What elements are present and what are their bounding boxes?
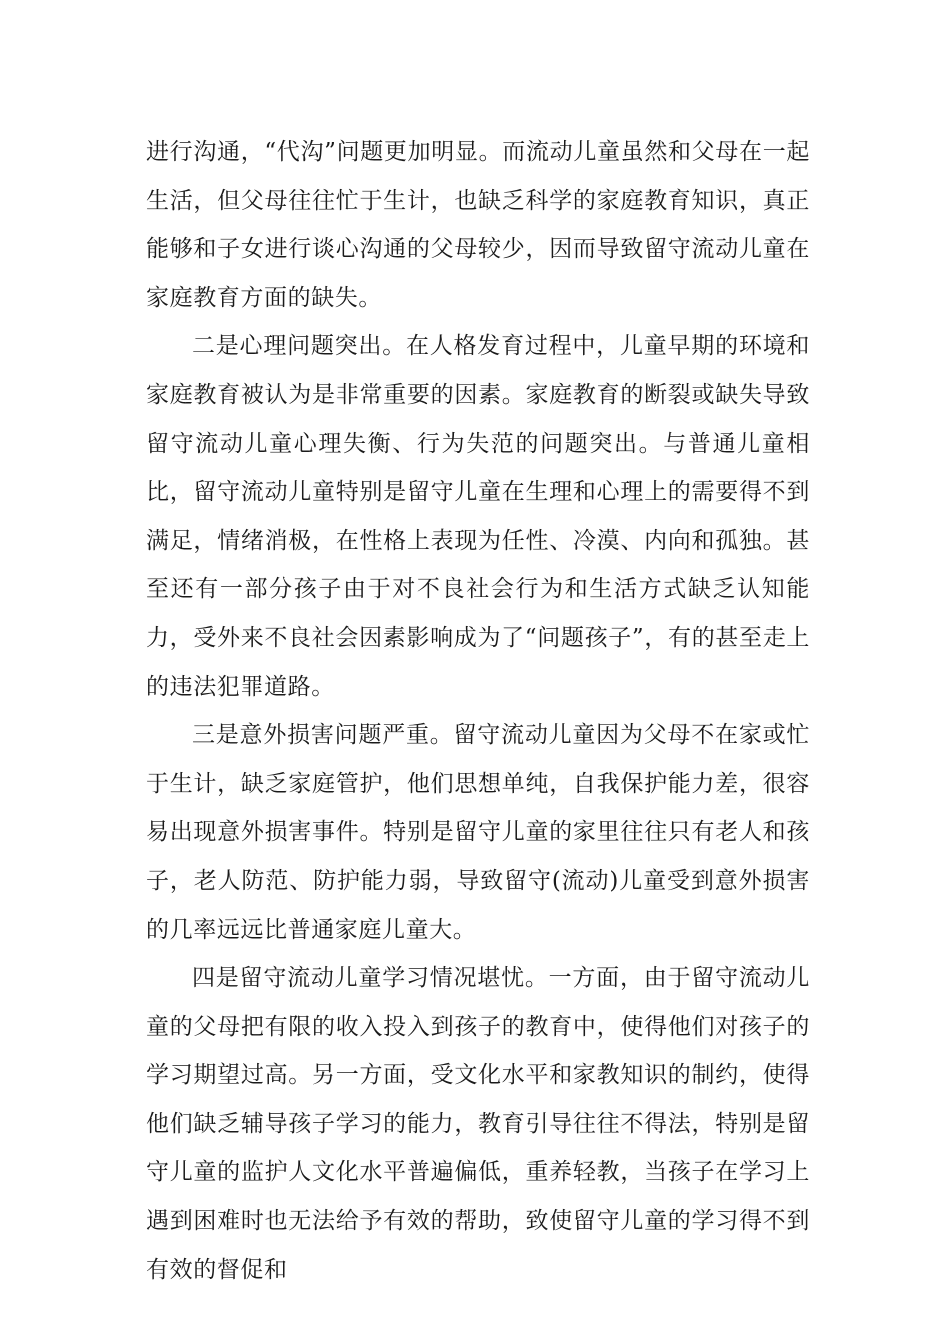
document-body [146,128,810,1294]
paragraph-learning-situation: 四是留守流动儿童学习情况堪忧。一方面，由于留守流动儿童的父母把有限的收入投入到孩子的教育中，使得他们对孩子的学习期望过高。另一方面，受文化水平和家教知识的制约，使得他们缺乏辅导孩子学习的能力，教育引导往往不得法，特别是留守儿童的监护人文化水平普遍偏低，重养轻教，当孩子在学习上遇到困难时也无法给予有效的帮助，致使留守儿童的学习得不到有效的督促和 [146,965,810,1283]
paragraph-accidental-harm: 三是意外损害问题严重。留守流动儿童因为父母不在家或忙于生计，缺乏家庭管护，他们思想单纯，自我保护能力差，很容易出现意外损害事件。特别是留守儿童的家里往往只有老人和孩子，老人防范、防护能力弱，导致留守(流动)儿童受到意外损害的几率远远比普通家庭儿童大。 [146,722,810,943]
paragraph-psychological-problems: 二是心理问题突出。在人格发育过程中，儿童早期的环境和家庭教育被认为是非常重要的因素。家庭教育的断裂或缺失导致留守流动儿童心理失衡、行为失范的问题突出。与普通儿童相比，留守流动儿童特别是留守儿童在生理和心理上的需要得不到满足，情绪消极，在性格上表现为任性、冷漠、内向和孤独。甚至还有一部分孩子由于对不良社会行为和生活方式缺乏认知能力，受外来不良社会因素影响成为了“问题孩子”，有的甚至走上的违法犯罪道路。 [146,333,810,700]
paragraph-continued: 进行沟通，“代沟”问题更加明显。而流动儿童虽然和父母在一起生活，但父母往往忙于生计，也缺乏科学的家庭教育知识，真正能够和子女进行谈心沟通的父母较少，因而导致留守流动儿童在家庭教育方面的缺失。 [146,139,810,311]
